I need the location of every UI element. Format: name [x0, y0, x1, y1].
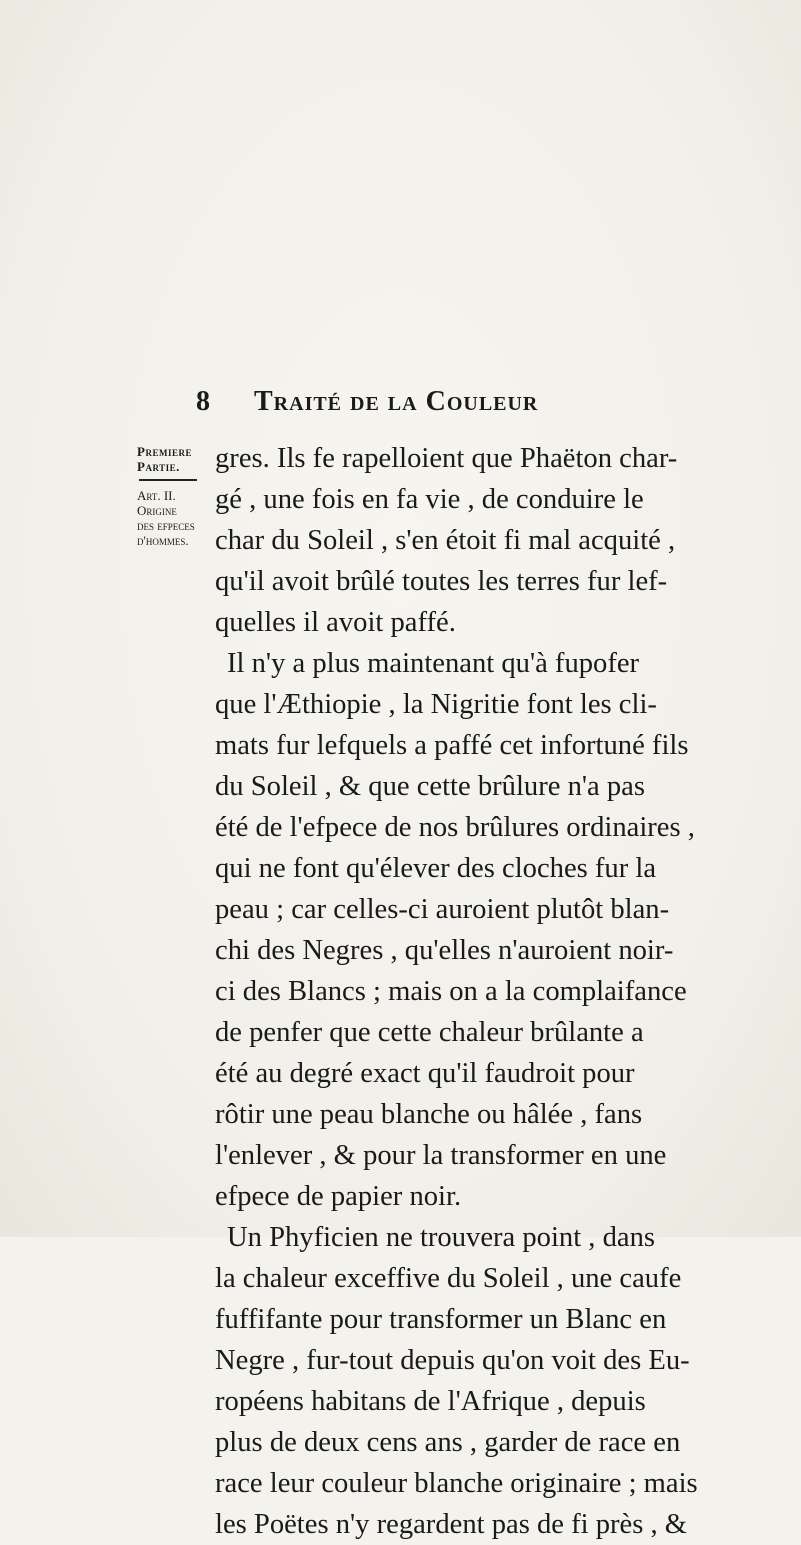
margin-note-line: des efpeces — [137, 518, 195, 533]
text-line: les Poëtes n'y regardent pas de fi près , & — [215, 1509, 688, 1540]
text-line: qui ne font qu'élever des cloches fur la — [215, 853, 657, 884]
text-line: de penfer que cette chaleur brûlante a — [215, 1017, 644, 1048]
text-line: été de l'efpece de nos brûlures ordinaires , — [215, 812, 695, 843]
text-line: gé , une fois en fa vie , de conduire le — [215, 484, 644, 515]
text-line: rôtir une peau blanche ou hâlée , fans — [215, 1099, 643, 1130]
paragraph-start-line: Il n'y a plus maintenant qu'à fupofer — [227, 648, 640, 679]
text-line: char du Soleil , s'en étoit fi mal acquité , — [215, 525, 676, 556]
text-line: fuffifante pour transformer un Blanc en — [215, 1304, 667, 1335]
text-line: été au degré exact qu'il faudroit pour — [215, 1058, 635, 1089]
margin-rule — [139, 479, 197, 481]
text-line: qu'il avoit brûlé toutes les terres fur lef- — [215, 566, 668, 597]
text-line: plus de deux cens ans , garder de race en — [215, 1427, 681, 1458]
paragraph-start-line: Un Phyficien ne trouvera point , dans — [227, 1222, 656, 1253]
text-line: quelles il avoit paffé. — [215, 607, 456, 638]
text-line: ropéens habitans de l'Afrique , depuis — [215, 1386, 646, 1417]
body-text — [215, 438, 698, 1545]
text-line: efpece de papier noir. — [215, 1181, 462, 1212]
text-line: mats fur lefquels a paffé cet infortuné fils — [215, 730, 689, 761]
page-number: 8 — [196, 386, 211, 417]
text-line: que l'Æthiopie , la Nigritie font les cli- — [215, 689, 657, 720]
margin-note-article — [137, 488, 211, 548]
margin-note-line: Origine — [137, 503, 177, 518]
text-line: race leur couleur blanche originaire ; mais — [215, 1468, 698, 1499]
text-line: peau ; car celles-ci auroient plutôt blan- — [215, 894, 670, 925]
margin-note-line: d'hommes. — [137, 533, 189, 548]
text-line: gres. Ils fe rapelloient que Phaëton char- — [215, 443, 678, 474]
running-title: Traité de la Couleur — [254, 386, 539, 417]
text-line: du Soleil , & que cette brûlure n'a pas — [215, 771, 645, 802]
text-line: la chaleur exceffive du Soleil , une caufe — [215, 1263, 682, 1294]
page-header — [196, 386, 696, 422]
margin-note-line: Premiere — [137, 444, 192, 459]
text-line: chi des Negres , qu'elles n'auroient noir- — [215, 935, 674, 966]
margin-note-line: Partie. — [137, 459, 180, 474]
text-line: ci des Blancs ; mais on a la complaifance — [215, 976, 687, 1007]
text-line: Negre , fur-tout depuis qu'on voit des Eu- — [215, 1345, 690, 1376]
text-line: l'enlever , & pour la transformer en une — [215, 1140, 667, 1171]
margin-note-line: Art. II. — [137, 488, 176, 503]
margin-note-part — [137, 444, 211, 474]
